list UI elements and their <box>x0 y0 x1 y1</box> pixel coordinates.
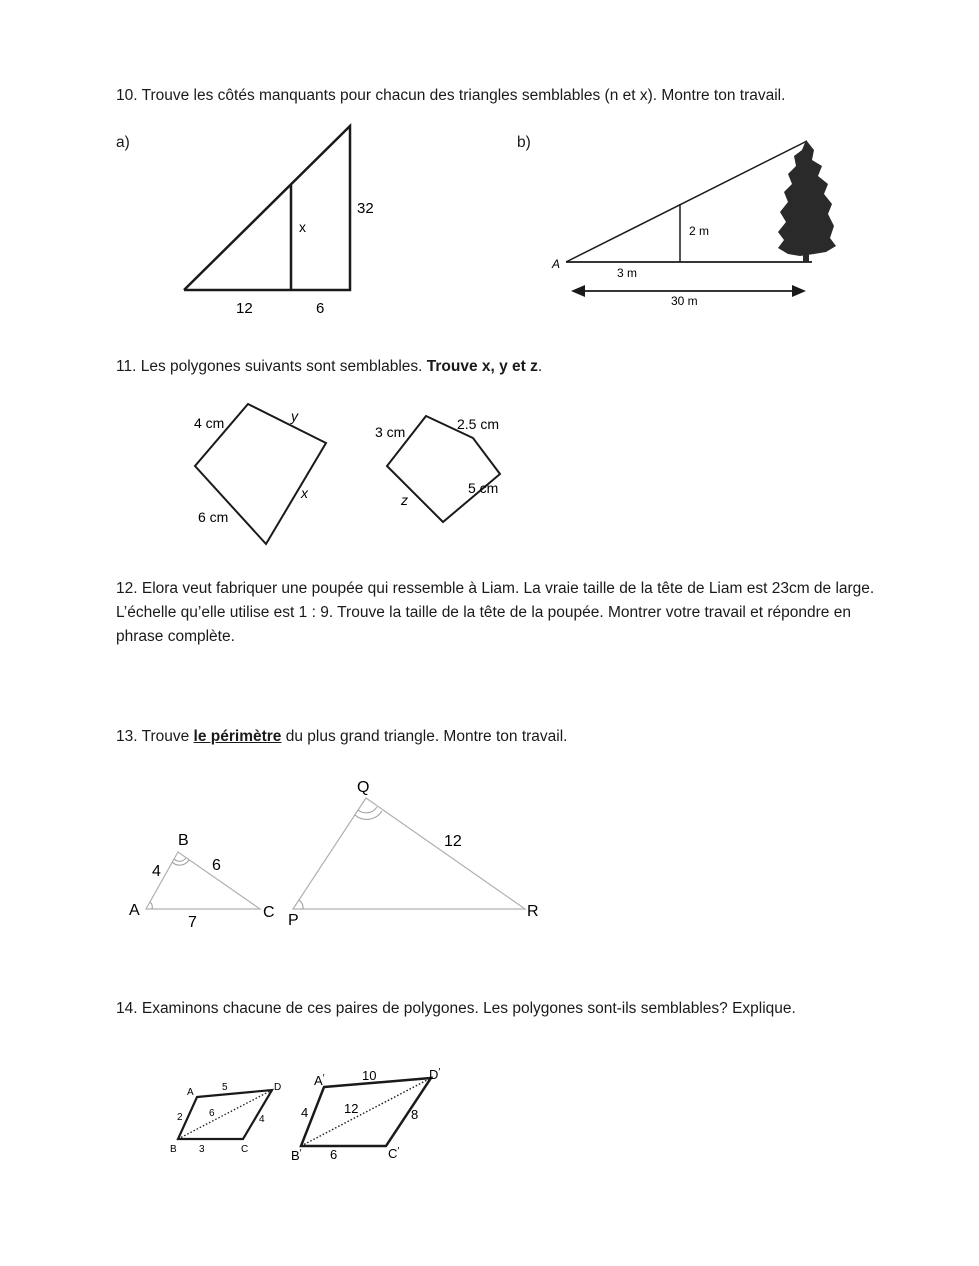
small-side-ab: 2 <box>177 1112 183 1123</box>
triangle-a-32-label: 32 <box>357 200 374 217</box>
poly2-2-5cm-label: 2.5 cm <box>457 416 500 432</box>
small-side-ad: 5 <box>222 1082 228 1093</box>
large-vertex-b: B′ <box>291 1148 302 1163</box>
side-ab-label: 4 <box>152 863 161 880</box>
arrow-right-icon <box>792 285 806 297</box>
triangle-a-12-label: 12 <box>236 300 253 317</box>
part-b-label: b) <box>517 134 531 151</box>
poly1-y-label: y <box>291 408 298 424</box>
angle-a-mark <box>150 902 152 909</box>
triangle-abc <box>146 852 260 909</box>
large-vertex-a: A′ <box>314 1073 325 1088</box>
vertex-p-label: P <box>288 912 299 929</box>
vertex-c-label: C <box>263 904 275 921</box>
poly1-x-label: x <box>301 485 308 501</box>
triangle-a-figure <box>184 126 350 290</box>
question-11-text: 11. Les polygones suivants sont semblables. Trouve x, y et z. <box>116 358 543 375</box>
triangle-b-figure <box>566 141 812 291</box>
small-diagonal-bd: 6 <box>209 1108 215 1119</box>
question-13-underlined: le périmètre <box>193 728 282 745</box>
triangle-b-30m-label: 30 m <box>671 294 698 308</box>
large-vertex-d: D′ <box>429 1067 441 1082</box>
angle-b-mark-1 <box>174 858 186 861</box>
triangle-a-6-label: 6 <box>316 300 325 317</box>
triangle-a-outline <box>184 126 350 290</box>
small-side-cd: 4 <box>259 1114 265 1125</box>
angle-q-mark-1 <box>358 807 377 813</box>
poly1-4cm-label: 4 cm <box>194 415 225 431</box>
large-side-ab: 4 <box>301 1105 309 1120</box>
poly2-z-label: z <box>401 492 408 508</box>
poly2-3cm-label: 3 cm <box>375 424 406 440</box>
small-vertex-c: C <box>241 1144 249 1155</box>
small-vertex-b: B <box>170 1144 177 1155</box>
side-qr-label: 12 <box>444 833 462 850</box>
question-14-text: 14. Examinons chacune de ces paires de polygones. Les polygones sont-ils semblables? Explique. <box>116 1000 796 1017</box>
small-side-bc: 3 <box>199 1144 205 1155</box>
triangle-b-vertex-a: A <box>552 257 561 271</box>
triangle-a-x-label: x <box>299 219 306 235</box>
side-ac-label: 7 <box>188 914 197 931</box>
large-side-ad: 10 <box>362 1068 377 1083</box>
vertex-b-label: B <box>178 832 189 849</box>
vertex-a-label: A <box>129 902 140 919</box>
tree-icon <box>778 140 836 262</box>
poly2-5cm-label: 5 cm <box>468 480 499 496</box>
large-side-bc: 6 <box>330 1147 338 1162</box>
triangle-pqr <box>293 798 525 909</box>
arrow-left-icon <box>571 285 585 297</box>
triangle-b-hypotenuse <box>566 141 807 262</box>
vertex-q-label: Q <box>357 779 370 796</box>
triangle-b-2m-label: 2 m <box>689 224 710 238</box>
question-13-text: 13. Trouve le périmètre du plus grand triangle. Montre ton travail. <box>116 728 568 745</box>
question-12-text: 12. Elora veut fabriquer une poupée qui ressemble à Liam. La vraie taille de la tête de Liam est 23cm de large. L’échelle qu’elle utilise est 1 : 9. Trouve la taille de la tête de la poupée. Montrer votre travail et répondre en phrase complète. <box>116 580 875 645</box>
triangle-b-3m-label: 3 m <box>617 266 638 280</box>
poly1-6cm-label: 6 cm <box>198 509 229 525</box>
part-a-label: a) <box>116 134 130 151</box>
side-bc-label: 6 <box>212 857 221 874</box>
vertex-r-label: R <box>527 903 539 920</box>
question-10-text: 10. Trouve les côtés manquants pour chacun des triangles semblables (n et x). Montre ton travail. <box>116 87 786 104</box>
small-vertex-a: A <box>187 1087 194 1098</box>
large-side-cd: 8 <box>411 1107 419 1122</box>
large-diagonal-bd: 12 <box>344 1101 359 1116</box>
large-vertex-c: C′ <box>388 1146 400 1161</box>
question-11-bold: Trouve x, y et z <box>426 358 538 375</box>
angle-p-mark <box>299 900 303 909</box>
small-vertex-d: D <box>274 1082 282 1093</box>
